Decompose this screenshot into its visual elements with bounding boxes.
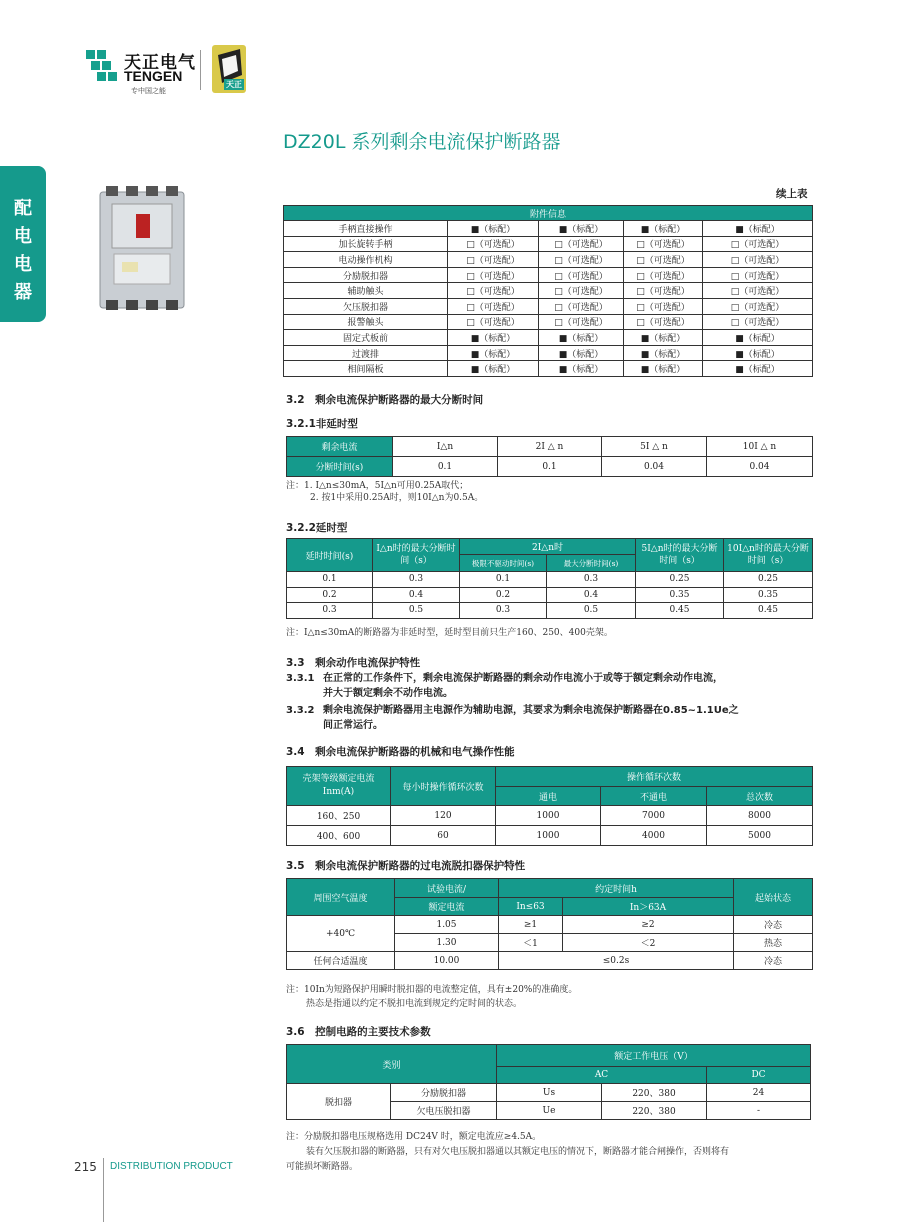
table-cell: 0.3 (547, 572, 636, 588)
table-row (284, 361, 813, 377)
section-3-6-title: 3.6 控制电路的主要技术参数 (286, 1026, 431, 1038)
note: 注：1. I△n≤30mA，5I△n可用0.25A取代； (286, 481, 469, 491)
table-cell: 220、380 (602, 1084, 707, 1102)
col-header: DC (707, 1067, 811, 1084)
table-cell: 0.3 (373, 572, 460, 588)
table-cell: ■（标配） (539, 221, 624, 237)
paragraph: 并大于额定剩余不动作电流。 (323, 688, 453, 699)
table-cell: ■（标配） (703, 221, 813, 237)
col-header: 每小时操作循环次数 (391, 767, 496, 806)
table-row (284, 267, 813, 283)
section-3-4-title: 3.4 剩余电流保护断路器的机械和电气操作性能 (286, 746, 515, 758)
table-row (284, 330, 813, 346)
section-3-5-title: 3.5 剩余电流保护断路器的过电流脱扣器保护特性 (286, 860, 526, 872)
table-cell: 欠电压脱扣器 (391, 1102, 497, 1120)
control-circuit-table (286, 1044, 811, 1120)
row-label: 辅助触头 (284, 283, 448, 299)
table-row (284, 283, 813, 299)
col-header: 试验电流/ (395, 879, 499, 898)
section-3-3-title: 3.3 剩余动作电流保护特性 (286, 657, 421, 669)
table-cell: ■（标配） (624, 345, 703, 361)
table-cell: ■（标配） (539, 361, 624, 377)
table-cell: □（可选配） (448, 283, 539, 299)
row-label: 加长旋转手柄 (284, 236, 448, 252)
accessory-header: 附件信息 (284, 206, 813, 221)
delay-table (286, 538, 813, 619)
note: 注：10In为短路保护用瞬时脱扣器的电流整定值，具有±20%的准确度。 (286, 985, 578, 995)
row-label: 相间隔板 (284, 361, 448, 377)
table-cell: 10.00 (395, 952, 499, 970)
table-cell: □（可选配） (539, 298, 624, 314)
table-cell: 0.4 (547, 587, 636, 603)
table-row (287, 587, 813, 603)
table-cell: □（可选配） (624, 236, 703, 252)
col-header: 约定时间h (499, 879, 734, 898)
side-tab (0, 166, 46, 322)
table-row (287, 572, 813, 588)
table-cell: 2I △ n (498, 437, 602, 457)
logo (86, 48, 120, 82)
table-cell: □（可选配） (703, 283, 813, 299)
table-row (284, 236, 813, 252)
table-cell: 0.35 (636, 587, 724, 603)
side-tab-char: 电 (14, 226, 32, 247)
table-cell: □（可选配） (539, 283, 624, 299)
col-header: 通电 (496, 787, 601, 806)
col-header: 总次数 (707, 787, 813, 806)
table-cell: □（可选配） (703, 267, 813, 283)
table-cell: 400、600 (287, 826, 391, 846)
col-header: 类别 (287, 1045, 497, 1084)
brand-cn: 天正电气 (124, 53, 196, 72)
table-cell: ■（标配） (448, 330, 539, 346)
table-cell: 8000 (707, 806, 813, 826)
table-row (287, 826, 813, 846)
table-cell: I△n (393, 437, 498, 457)
col-header: 最大分断时间(s) (547, 555, 636, 572)
col-header: 极限不驱动时间(s) (460, 555, 547, 572)
table-cell: 7000 (601, 806, 707, 826)
table-cell: 0.35 (724, 587, 813, 603)
table-cell: 0.1 (393, 457, 498, 477)
table-cell: □（可选配） (539, 252, 624, 268)
page-number: 215 (74, 1160, 97, 1174)
paragraph: 在正常的工作条件下，剩余电流保护断路器的剩余动作电流小于或等于额定剩余动作电流， (323, 673, 723, 684)
col-header: 壳架等级额定电流Inm(A) (287, 767, 391, 806)
table-cell: 0.25 (724, 572, 813, 588)
table-cell: □（可选配） (624, 267, 703, 283)
overcurrent-table (286, 878, 813, 970)
para-number: 3.3.2 (286, 705, 315, 716)
col-header: 5I△n时的最大分断时间（s） (636, 539, 724, 572)
table-cell: 任何合适温度 (287, 952, 395, 970)
note: 注：I△n≤30mA的断路器为非延时型，延时型目前只生产160、250、400壳架。 (286, 628, 613, 638)
table-cell: 0.04 (602, 457, 707, 477)
table-cell: □（可选配） (448, 236, 539, 252)
col-header: I△n时的最大分断时间（s） (373, 539, 460, 572)
footer-label: DISTRIBUTION PRODUCT (110, 1161, 233, 1172)
table-cell: 脱扣器 (287, 1084, 391, 1120)
table-cell: 1000 (496, 806, 601, 826)
table-row (287, 806, 813, 826)
table-cell: 220、380 (602, 1102, 707, 1120)
table-cell: □（可选配） (539, 267, 624, 283)
col-header: 周围空气温度 (287, 879, 395, 916)
table-cell: 4000 (601, 826, 707, 846)
table-cell: 0.2 (460, 587, 547, 603)
table-cell: 160、250 (287, 806, 391, 826)
row-label: 分励脱扣器 (284, 267, 448, 283)
table-cell: □（可选配） (539, 236, 624, 252)
table-cell: Ue (497, 1102, 602, 1120)
table-cell: 5000 (707, 826, 813, 846)
table-cell: 120 (391, 806, 496, 826)
table-cell: 0.5 (547, 603, 636, 619)
col-header: In≤63 (499, 898, 563, 916)
table-row (284, 221, 813, 237)
note: 注：分励脱扣器电压规格选用 DC24V 时，额定电流应≥4.5A。 (286, 1132, 542, 1142)
row-label: 过渡排 (284, 345, 448, 361)
table-cell: 0.04 (707, 457, 813, 477)
table-row (284, 345, 813, 361)
table-cell: ■（标配） (703, 345, 813, 361)
table-cell: ■（标配） (448, 221, 539, 237)
table-cell: ■（标配） (539, 345, 624, 361)
table-cell: ■（标配） (624, 361, 703, 377)
table-cell: □（可选配） (539, 314, 624, 330)
table-row (284, 314, 813, 330)
table-cell: 0.1 (287, 572, 373, 588)
table-cell: ■（标配） (539, 330, 624, 346)
table-cell: ■（标配） (448, 361, 539, 377)
side-tab-char: 配 (14, 198, 32, 219)
table-cell: □（可选配） (448, 314, 539, 330)
table-cell: 60 (391, 826, 496, 846)
table-cell: 热态 (734, 934, 813, 952)
note: 2. 按1中采用0.25A时，则10I△n为0.5A。 (310, 493, 484, 503)
table-cell: 冷态 (734, 952, 813, 970)
col-header: 10I△n时的最大分断时间（s） (724, 539, 813, 572)
table-cell: ＜1 (499, 934, 563, 952)
table-cell: 0.3 (460, 603, 547, 619)
paragraph: 间正常运行。 (323, 720, 383, 731)
note: 可能损坏断路器。 (286, 1162, 359, 1172)
col-header: 操作循环次数 (496, 767, 813, 787)
continued-label: 续上表 (776, 188, 808, 200)
row-label: 分断时间(s) (287, 457, 393, 477)
table-cell: □（可选配） (624, 283, 703, 299)
footer-divider (103, 1158, 104, 1222)
table-cell: 5I △ n (602, 437, 707, 457)
side-tab-char: 器 (14, 282, 32, 303)
table-cell: □（可选配） (448, 298, 539, 314)
para-number: 3.3.1 (286, 673, 315, 684)
table-cell: 冷态 (734, 916, 813, 934)
table-row (284, 252, 813, 268)
section-3-2-title: 3.2 剩余电流保护断路器的最大分断时间 (286, 394, 484, 406)
col-header: AC (497, 1067, 707, 1084)
table-cell: □（可选配） (703, 236, 813, 252)
table-row (284, 298, 813, 314)
table-cell: ■（标配） (448, 345, 539, 361)
table-cell: 0.1 (498, 457, 602, 477)
badge-icon (212, 45, 246, 93)
table-cell: - (707, 1102, 811, 1120)
note: 装有欠压脱扣器的断路器，只有对欠电压脱扣器通以其额定电压的情况下，断路器才能合闸操作，否则将有 (306, 1147, 730, 1157)
table-cell: ■（标配） (703, 361, 813, 377)
table-cell: ≥1 (499, 916, 563, 934)
table-cell: □（可选配） (703, 314, 813, 330)
col-header: 起始状态 (734, 879, 813, 916)
table-cell: 分励脱扣器 (391, 1084, 497, 1102)
non-delay-table (286, 436, 813, 477)
table-cell: □（可选配） (703, 252, 813, 268)
table-cell: □（可选配） (448, 252, 539, 268)
table-cell: 10I △ n (707, 437, 813, 457)
badge-text: 天正 (226, 80, 242, 89)
table-cell: +40℃ (287, 916, 395, 952)
side-tab-char: 电 (14, 254, 32, 275)
table-row (287, 603, 813, 619)
table-cell: 0.45 (636, 603, 724, 619)
row-label: 固定式板前 (284, 330, 448, 346)
note: 热态是指通以约定不脱扣电流到规定约定时间的状态。 (306, 999, 523, 1009)
table-cell: 0.25 (636, 572, 724, 588)
section-3-2-1-title: 3.2.1非延时型 (286, 418, 358, 430)
table-cell: 1.30 (395, 934, 499, 952)
table-cell: □（可选配） (624, 252, 703, 268)
table-cell: ＜2 (563, 934, 734, 952)
col-header: 2I△n时 (460, 539, 636, 555)
row-label: 报警触头 (284, 314, 448, 330)
col-header: In＞63A (563, 898, 734, 916)
table-cell: 0.3 (287, 603, 373, 619)
col-header: 延时时间(s) (287, 539, 373, 572)
header-divider (200, 50, 201, 90)
col-header: 额定工作电压（V） (497, 1045, 811, 1067)
col-header: 不通电 (601, 787, 707, 806)
table-cell: 1000 (496, 826, 601, 846)
table-cell: □（可选配） (624, 298, 703, 314)
table-cell: Us (497, 1084, 602, 1102)
table-cell: ■（标配） (703, 330, 813, 346)
table-cell: 0.4 (373, 587, 460, 603)
section-3-2-2-title: 3.2.2延时型 (286, 522, 348, 534)
table-cell: □（可选配） (703, 298, 813, 314)
table-cell: ≥2 (563, 916, 734, 934)
product-image (92, 184, 192, 314)
col-header: 额定电流 (395, 898, 499, 916)
accessory-table (283, 205, 813, 377)
paragraph: 剩余电流保护断路器用主电源作为辅助电源，其要求为剩余电流保护断路器在0.85~1.1Ue之 (323, 705, 739, 716)
table-cell: □（可选配） (448, 267, 539, 283)
table-cell: ■（标配） (624, 221, 703, 237)
table-cell: 0.1 (460, 572, 547, 588)
brand-tagline: 专中国之能 (131, 87, 166, 95)
table-cell: ≤0.2s (499, 952, 734, 970)
table-cell: 0.5 (373, 603, 460, 619)
table-cell: 0.45 (724, 603, 813, 619)
row-label: 剩余电流 (287, 437, 393, 457)
row-label: 欠压脱扣器 (284, 298, 448, 314)
brand-en: TENGEN (124, 68, 183, 84)
row-label: 手柄直接操作 (284, 221, 448, 237)
row-label: 电动操作机构 (284, 252, 448, 268)
page-title: DZ20L 系列剩余电流保护断路器 (283, 131, 561, 153)
operation-table (286, 766, 813, 846)
table-cell: 0.2 (287, 587, 373, 603)
table-cell: 1.05 (395, 916, 499, 934)
table-cell: 24 (707, 1084, 811, 1102)
table-cell: ■（标配） (624, 330, 703, 346)
table-cell: □（可选配） (624, 314, 703, 330)
